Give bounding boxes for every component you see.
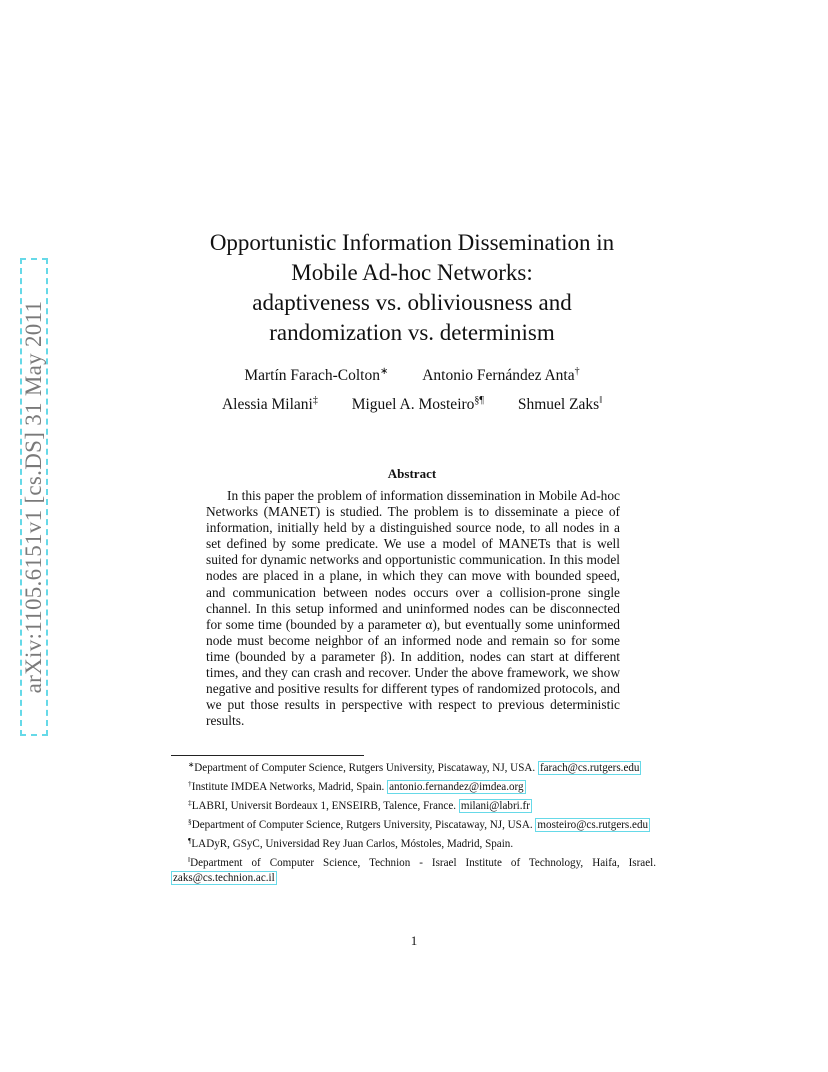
author-mark: ∗: [379, 366, 389, 377]
footnote: ‡LABRI, Universit Bordeaux 1, ENSEIRB, Talence, France. milani@labri.fr: [188, 798, 530, 812]
footnote-rule: [171, 755, 364, 756]
email-link[interactable]: mosteiro@cs.rutgers.edu: [537, 819, 649, 831]
email-link[interactable]: antonio.fernandez@imdea.org: [389, 781, 524, 793]
footnote: §Department of Computer Science, Rutgers University, Piscataway, NJ, USA. mosteiro@cs.rutgers.edu: [188, 817, 649, 831]
footnotes: [171, 757, 656, 886]
email-link[interactable]: farach@cs.rutgers.edu: [539, 762, 640, 774]
author: Miguel A. Mosteiro§¶: [351, 395, 484, 413]
footnote-mark: ∗: [188, 760, 195, 769]
title-line: Mobile Ad-hoc Networks:: [291, 260, 533, 285]
title-line: randomization vs. determinism: [269, 320, 555, 345]
abstract-heading: Abstract: [387, 466, 437, 481]
footnote-mark: ‖: [188, 855, 191, 864]
author-mark: ‖: [599, 395, 603, 406]
authors-row-2: [160, 395, 664, 414]
author: Alessia Milani‡: [221, 395, 318, 413]
email-link[interactable]: milani@labri.fr: [460, 800, 530, 812]
abstract-text: In this paper the problem of information dissemination in Mobile Ad-hoc Networks (MANET) is studied. The problem is to disseminate a piece of information, initially held by a distinguished source node, to all nodes in a set defined by some predicate. We use a model of MANETs that is well suited for dynamic networks and opportunistic communication. In this model nodes are placed in a plane, in which they can move with bounded speed, and communication between nodes occurs over a collision-prone single channel. In this setup informed and uninformed nodes can be disconnected for some time (bounded by a parameter α), but eventually some uninformed node must become neighbor of an informed node and remain so for some time (bounded by a parameter β). In addition, nodes can start at different times, and they can crash and recover. Under the above framework, we show negative and positive results for different types of randomized protocols, and we put those results in perspective with respect to previous deterministic results.: [206, 488, 620, 729]
author-mark: ‡: [312, 395, 318, 406]
author: Martín Farach-Colton∗: [244, 366, 389, 384]
arxiv-stamp[interactable]: [20, 258, 48, 736]
footnote: ∗Department of Computer Science, Rutgers University, Piscataway, NJ, USA. farach@cs.rutgers.edu: [188, 760, 640, 774]
footnote-mark: ¶: [188, 836, 192, 845]
footnote-mark: ‡: [188, 798, 192, 807]
arxiv-id: arXiv:1105.6151v1 [cs.DS] 31 May 2011: [21, 300, 46, 694]
email-link[interactable]: zaks@cs.technion.ac.il: [173, 872, 275, 884]
footnote: ¶LADyR, GSyC, Universidad Rey Juan Carlos, Móstoles, Madrid, Spain.: [188, 836, 514, 850]
author: Shmuel Zaks‖: [517, 395, 603, 413]
authors-row-1: [160, 366, 664, 385]
title-line: adaptiveness vs. obliviousness and: [252, 290, 572, 315]
paper-title: [160, 228, 664, 348]
author-mark: §¶: [474, 395, 484, 406]
footnote-mark: †: [188, 779, 192, 788]
title-line: Opportunistic Information Dissemination in: [209, 230, 615, 255]
footnote: ‖Department of Computer Science, Technion - Israel Institute of Technology, Haifa, Israel. zaks@cs.technion.ac.il: [173, 855, 656, 884]
author: Antonio Fernández Anta†: [422, 366, 580, 384]
footnote: †Institute IMDEA Networks, Madrid, Spain. antonio.fernandez@imdea.org: [188, 779, 524, 793]
footnote-mark: §: [188, 817, 192, 826]
page-number: 1: [410, 933, 418, 948]
author-mark: †: [574, 366, 580, 377]
